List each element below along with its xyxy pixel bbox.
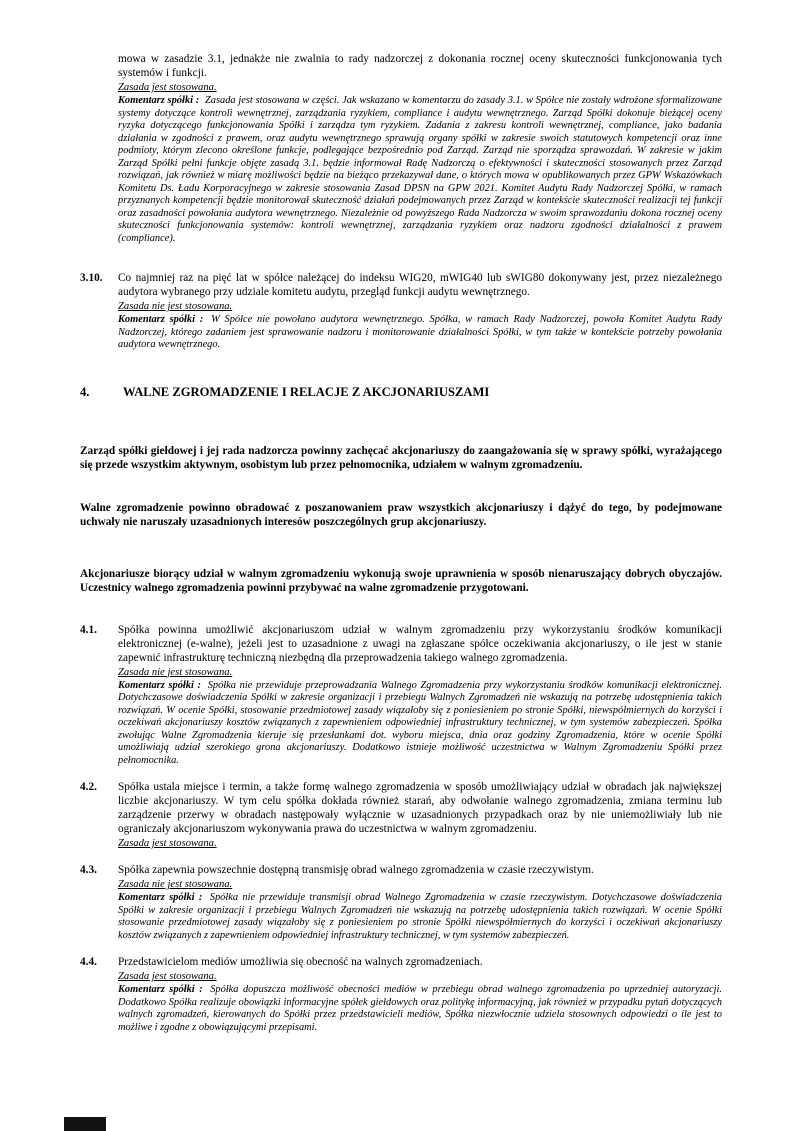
- company-comment: [118, 680, 722, 768]
- rule-item-4-2: [80, 780, 722, 850]
- status-line: Zasada nie jest stosowana.: [118, 666, 233, 678]
- status-line: Zasada jest stosowana.: [118, 971, 217, 982]
- comment-text: Spółka nie przewiduje przeprowadzania Walnego Zgromadzenia przy wykorzystaniu środków komunikacji elektronicznej. Dotychczasowe doświadczenia Spółki w zakresie organizacji i przebiegu Walnych Zgromadzeń nie wskazują na potrzebę udostępnienia takich rozwiązań. W ocenie Spółki, stosowanie przedmiotowej zasady wiązałoby się z poniesieniem po stronie Spółki, niewspółmiernych do korzyści i oczekiwań akcjonariuszy kosztów związanych z zapewnieniem odpowiedniej infrastruktury technicznej, w tym systemów zabezpieczeń. Spółka zwołując Walne Zgromadzenia kieruje się przesłankami dot. wyboru miejsca, dnia oraz godziny Zgromadzenia, które w ocenie Spółki umożliwiają udział szerokiego grona akcjonariuszy. Dodatkowo istnieje możliwość uczestnictwa w Walnym Zgromadzeniu Spółki przez pełnomocnika.: [118, 679, 722, 766]
- comment-label: Komentarz spółki :: [118, 984, 203, 995]
- company-comment: [118, 95, 722, 245]
- comment-text: Spółka dopuszcza możliwość obecności mediów w przebiegu obrad walnego zgromadzenia po uprzedniej autoryzacji. Dodatkowo Spółka realizuje obowiązki informacyjne spółek giełdowych oraz politykę informacyjną, jak również w przypadku pytań dotyczących walnych zgromadzeń, kierowanych do Spółki przez przedstawicieli mediów, Spółka niezwłocznie udziela stosownych odpowiedzi o ile jest to możliwe i zgodne z obowiązującymi przepisami.: [118, 984, 722, 1033]
- rule-number: 3.10.: [80, 272, 103, 284]
- section-heading: [80, 384, 722, 400]
- rule-body: [118, 623, 722, 768]
- rule-item-3-10: [80, 271, 722, 352]
- status-line: Zasada jest stosowana.: [118, 838, 217, 849]
- comment-label: Komentarz spółki :: [118, 679, 202, 691]
- rule-body: [118, 863, 722, 942]
- section-title: WALNE ZGROMADZENIE I RELACJE Z AKCJONARIUSZAMI: [123, 384, 490, 399]
- rule-text: Co najmniej raz na pięć lat w spółce należącej do indeksu WIG20, mWIG40 lub sWIG80 dokonywany jest, przez niezależnego audytora wybranego przy udziale komitetu audytu, przegląd funkcji audytu wewnętrznego.: [118, 272, 722, 298]
- rule-body: [118, 271, 722, 352]
- comment-label: Komentarz spółki :: [118, 892, 203, 903]
- footer-page-marker: [64, 1117, 106, 1131]
- comment-label: Komentarz spółki :: [118, 314, 204, 325]
- rule-text: Przedstawicielom mediów umożliwia się obecność na walnych zgromadzeniach.: [118, 956, 483, 968]
- status-line: Zasada jest stosowana.: [118, 82, 217, 93]
- rule-item-4-4: [80, 955, 722, 1034]
- rule-item-4-3: [80, 863, 722, 942]
- rule-number: 4.4.: [80, 956, 97, 968]
- comment-label: Komentarz spółki :: [118, 95, 200, 106]
- rule-text: Spółka zapewnia powszechnie dostępną transmisję obrad walnego zgromadzenia w czasie rzeczywistym.: [118, 864, 594, 876]
- rule-3-9-carryover: [118, 52, 722, 245]
- principle-paragraph: Akcjonariusze biorący udział w walnym zgromadzeniu wykonują swoje uprawnienia w sposób nienaruszający dobrych obyczajów. Uczestnicy walnego zgromadzenia powinni przybywać na walne zgromadzenie przygotowani.: [80, 567, 722, 594]
- rule-number: 4.3.: [80, 864, 97, 876]
- rule-number: 4.1.: [80, 623, 97, 636]
- rule-body: [118, 955, 722, 1034]
- rule-item-4-1: [80, 623, 722, 768]
- company-comment: [118, 314, 722, 352]
- rule-number: 4.2.: [80, 781, 97, 793]
- rule-text: Spółka ustala miejsce i termin, a także formę walnego zgromadzenia w sposób umożliwiający udział w obradach jak największej liczbie akcjonariuszy. W tym celu spółka dokłada również starań, aby odwołanie walnego zgromadzenia, zmiana terminu lub zarządzenie przerwy w obradach następowały wyłącznie w uzasadnionych przypadkach oraz by nie uniemożliwiały lub nie ograniczały akcjonariuszom wykonywania prawa do uczestnictwa w walnym zgromadzeniu.: [118, 781, 722, 835]
- rule-text: Spółka powinna umożliwić akcjonariuszom udział w walnym zgromadzeniu przy wykorzystaniu środków komunikacji elektronicznej (e-walne), jeżeli jest to uzasadnione z uwagi na zgłaszane spółce oczekiwania akcjonariuszy, o ile jest w stanie zapewnić infrastrukturę techniczną niezbędną dla przeprowadzenia takiego walnego zgromadzenia.: [118, 623, 722, 664]
- principle-paragraph: Zarząd spółki giełdowej i jej rada nadzorcza powinny zachęcać akcjonariuszy do zaangażowania się w sprawy spółki, wyrażającego się przede wszystkim aktywnym, osobistym lub przez pełnomocnika, udziałem w walnym zgromadzeniu.: [80, 444, 722, 471]
- status-line: Zasada nie jest stosowana.: [118, 301, 233, 312]
- comment-text: Spółka nie przewiduje transmisji obrad Walnego Zgromadzenia w czasie rzeczywistym. Dotychczasowe doświadczenia Spółki w zakresie organizacji i przebiegu Walnych Zgromadzeń nie wskazują na potrzebę udostępnienia takich rozwiązań. W ocenie Spółki stosowanie przedmiotowej zasady wiązałoby się z poniesieniem po stronie Spółki niewspółmiernych do korzyści i oczekiwań akcjonariuszy kosztów związanych z zapewnieniem odpowiedniej infrastruktury technicznej, w tym systemów zabezpieczeń.: [118, 892, 722, 941]
- section-number: 4.: [80, 384, 90, 399]
- rule-body: [118, 780, 722, 850]
- status-line: Zasada nie jest stosowana.: [118, 879, 233, 890]
- principle-paragraph: Walne zgromadzenie powinno obradować z poszanowaniem praw wszystkich akcjonariuszy i dążyć do tego, by podejmowane uchwały nie naruszały uzasadnionych interesów poszczególnych grup akcjonariuszy.: [80, 501, 722, 528]
- rule-text: mowa w zasadzie 3.1, jednakże nie zwalnia to rady nadzorczej z dokonania rocznej oceny skuteczności funkcjonowania tych systemów i funkcji.: [118, 53, 722, 79]
- company-comment: [118, 984, 722, 1034]
- comment-text: Zasada jest stosowana w części. Jak wskazano w komentarzu do zasady 3.1. w Spółce nie zostały wdrożone sformalizowane systemy dotyczące kontroli wewnętrznej, zarządzania ryzykiem, compliance i audytu wewnętrznego. Zarząd Spółki dokonuje bieżącej oceny ryzyka dotyczącego funkcjonowania Spółki i zarządza tym ryzykiem. Zadania z zakresu kontroli wewnętrznej, compliance, jako badania działania w zgodności z prawem, oraz audytu wewnętrznego sprawują organy spółki w zakresie swoich statutowych kompetencji oraz inne podmioty, którym zlecono określone funkcje, podlegające bezpośrednio pod Zarząd. Zarząd nie sporządza sprawozdań. W zakresie w jakim Zarząd Spółki pełni funkcje objęte zasadą 3.1. będzie informował Radę Nadzorczą o efektywności i skuteczności stosowanych przez Zarząd rozwiązań, jak również w miarę możliwości będzie na bieżąco przekazywał dane, o których mowa w opublikowanych przez GPW Wskazówkach Komitetu Ds. Ładu Korporacyjnego w zakresie stosowania Zasad DPSN na GPW 2021. Komitet Audytu Rady Nadzorczej Spółki, w ramach przyznanych kompetencji będzie monitorował skuteczność działań podejmowanych przez Zarząd w kontekście skuteczności realizacji tej funkcji oraz zasadności powołania audytora wewnętrznego. Niezależnie od powyższego Rada Nadzorcza w swoim sprawozdaniu dokona rocznej oceny skuteczności funkcjonowania systemów: kontroli wewnętrznej, zarządzania ryzykiem oraz nadzoru zgodności działalności z prawem (compliance).: [118, 95, 722, 244]
- comment-text: W Spółce nie powołano audytora wewnętrznego. Spółka, w ramach Rady Nadzorczej, powoła Komitet Audytu Rady Nadzorczej, którego zadaniem jest sprawowanie nadzoru i monitorowanie działalności Spółki, w tym także w kontekście potrzeby powołania audytora wewnętrznego.: [118, 314, 723, 350]
- company-comment: [118, 892, 722, 942]
